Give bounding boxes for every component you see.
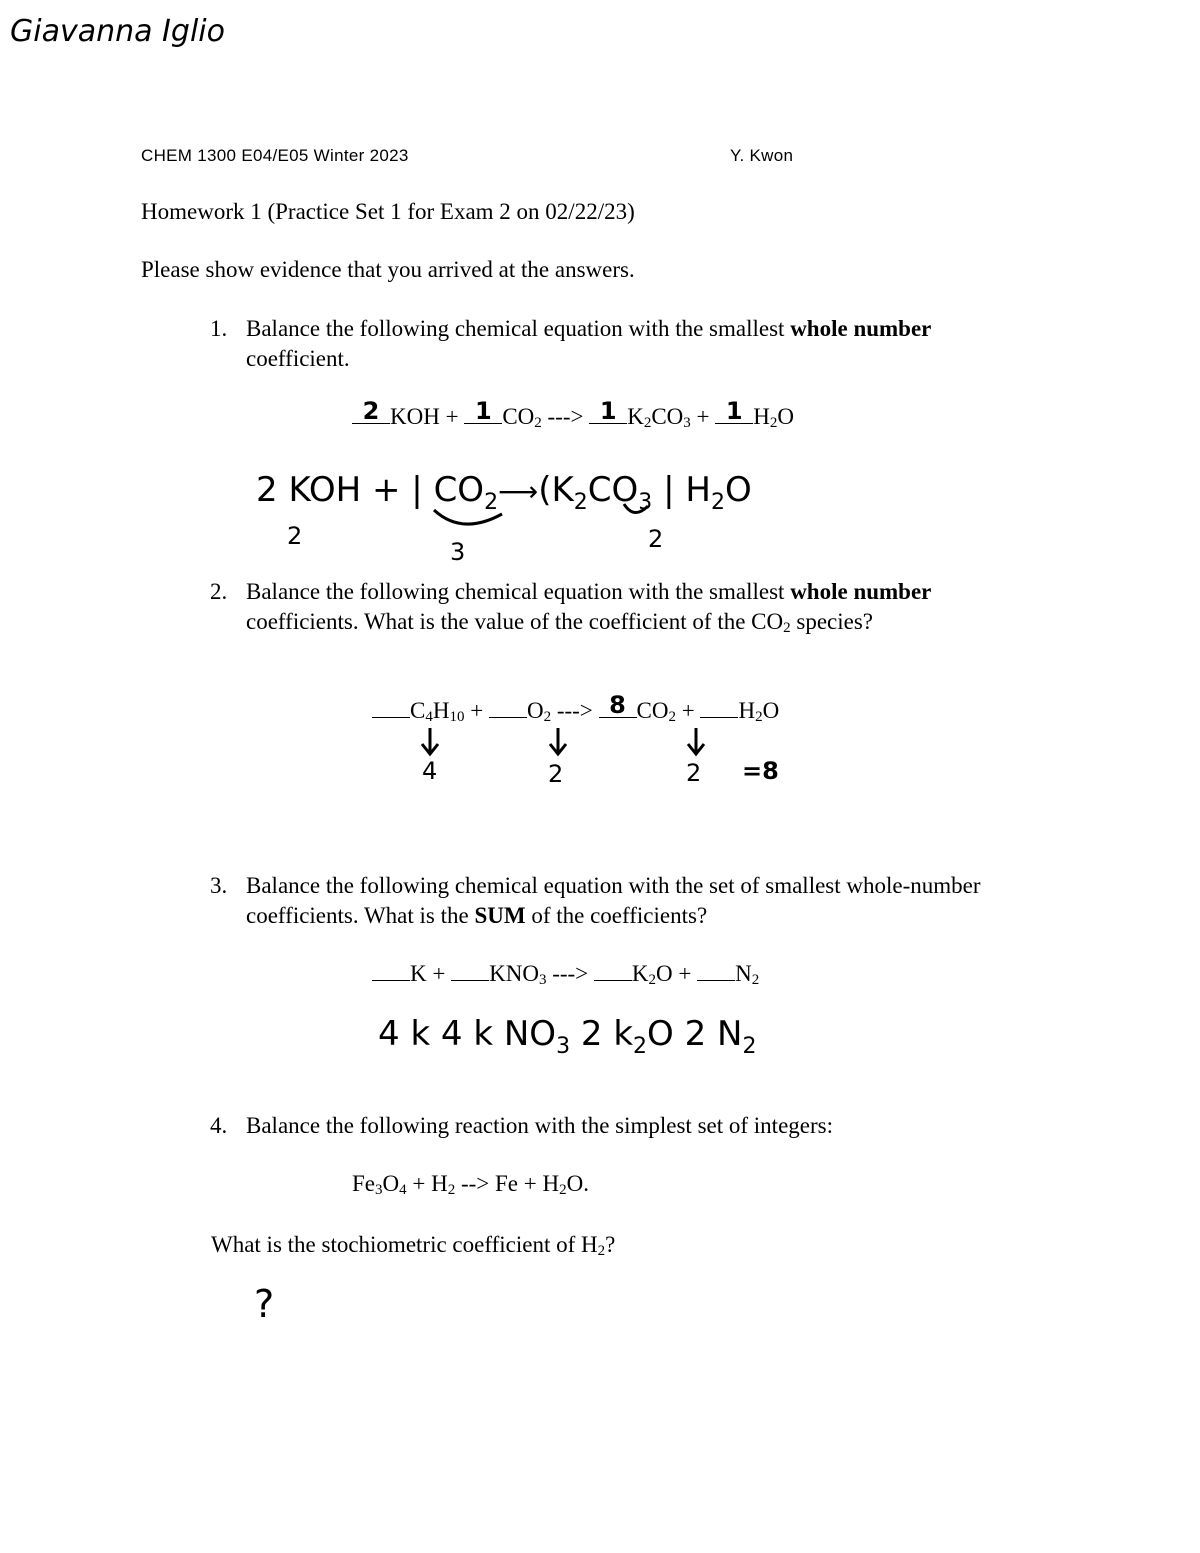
handwritten-number: 2: [548, 760, 564, 788]
coefficient-blank[interactable]: 2: [352, 401, 390, 424]
question-3: [210, 871, 1030, 931]
coefficient-blank[interactable]: 1: [464, 401, 502, 424]
instruction-text: Please show evidence that you arrived at the answers.: [141, 257, 635, 282]
course-header: CHEM 1300 E04/E05 Winter 2023: [141, 146, 409, 165]
handwritten-number: 2: [648, 525, 664, 553]
question-text: Balance the following chemical equation with the set of smallest whole-number coefficients. What is the SUM of the coefficients?: [246, 873, 981, 928]
equation-4: $Fe_3O_4 + H_2$ --> $Fe + H_2O$.: [352, 1171, 589, 1198]
equation-3: $K + KNO_3$ ---> $K_2O + N_2$: [372, 958, 759, 987]
question-1: [210, 314, 1030, 374]
instructor-name: Y. Kwon: [730, 146, 794, 165]
coefficient-blank[interactable]: [489, 695, 527, 718]
handwritten-number: =8: [742, 757, 779, 785]
question-number: 3.: [210, 873, 228, 898]
homework-title: Homework 1 (Practice Set 1 for Exam 2 on 02/22/23): [141, 199, 635, 224]
handwritten-number: 3: [450, 538, 466, 566]
question-text: Balance the following chemical equation with the smallest whole number coefficient.: [246, 316, 932, 371]
coefficient-blank[interactable]: [451, 958, 489, 981]
handwritten-number: 4: [422, 757, 438, 785]
handwritten-number: 2: [287, 522, 303, 550]
question-number: 4.: [210, 1113, 228, 1138]
followup-question: What is the stochiometric coefficient of $H_2$?: [211, 1232, 616, 1259]
coefficient-blank[interactable]: [697, 958, 735, 981]
handwritten-work-1: 2 KOH + | $CO_2⟶(K_2CO_3$ | $H_2O$: [256, 470, 752, 515]
student-signature: Giavanna Iglio: [10, 14, 225, 49]
coefficient-blank[interactable]: [372, 695, 410, 718]
question-2: [210, 577, 1030, 637]
handwritten-arrows: [410, 724, 710, 760]
handwritten-work-3: 4 k 4 k $NO_3$ 2 $k_2O$ 2 $N_2$: [378, 1014, 757, 1059]
coefficient-blank[interactable]: 8: [599, 695, 637, 718]
question-number: 1.: [210, 316, 228, 341]
handwritten-number: 2: [686, 759, 702, 787]
coefficient-blank[interactable]: [700, 695, 738, 718]
equation-2: $C_4H_{10}$ + $O_2$ ---> 8 $CO_2$ + $H_2O$: [372, 695, 779, 724]
coefficient-blank[interactable]: 1: [589, 401, 627, 424]
coefficient-blank[interactable]: [372, 958, 410, 981]
handwritten-answer: ?: [254, 1282, 275, 1326]
question-number: 2.: [210, 579, 228, 604]
coefficient-blank[interactable]: [594, 958, 632, 981]
handwritten-brackets: [420, 500, 680, 540]
question-4: [210, 1111, 1030, 1141]
coefficient-blank[interactable]: 1: [715, 401, 753, 424]
question-text: Balance the following reaction with the simplest set of integers:: [246, 1113, 833, 1138]
question-text: Balance the following chemical equation with the smallest whole number coefficients. What is the value of the coefficient of the $CO_2$ species?: [246, 579, 932, 636]
equation-1: 2 KOH + 1 $CO_2$ ---> 1 $K_2CO_3$ + 1 $H_2O$: [352, 401, 794, 430]
